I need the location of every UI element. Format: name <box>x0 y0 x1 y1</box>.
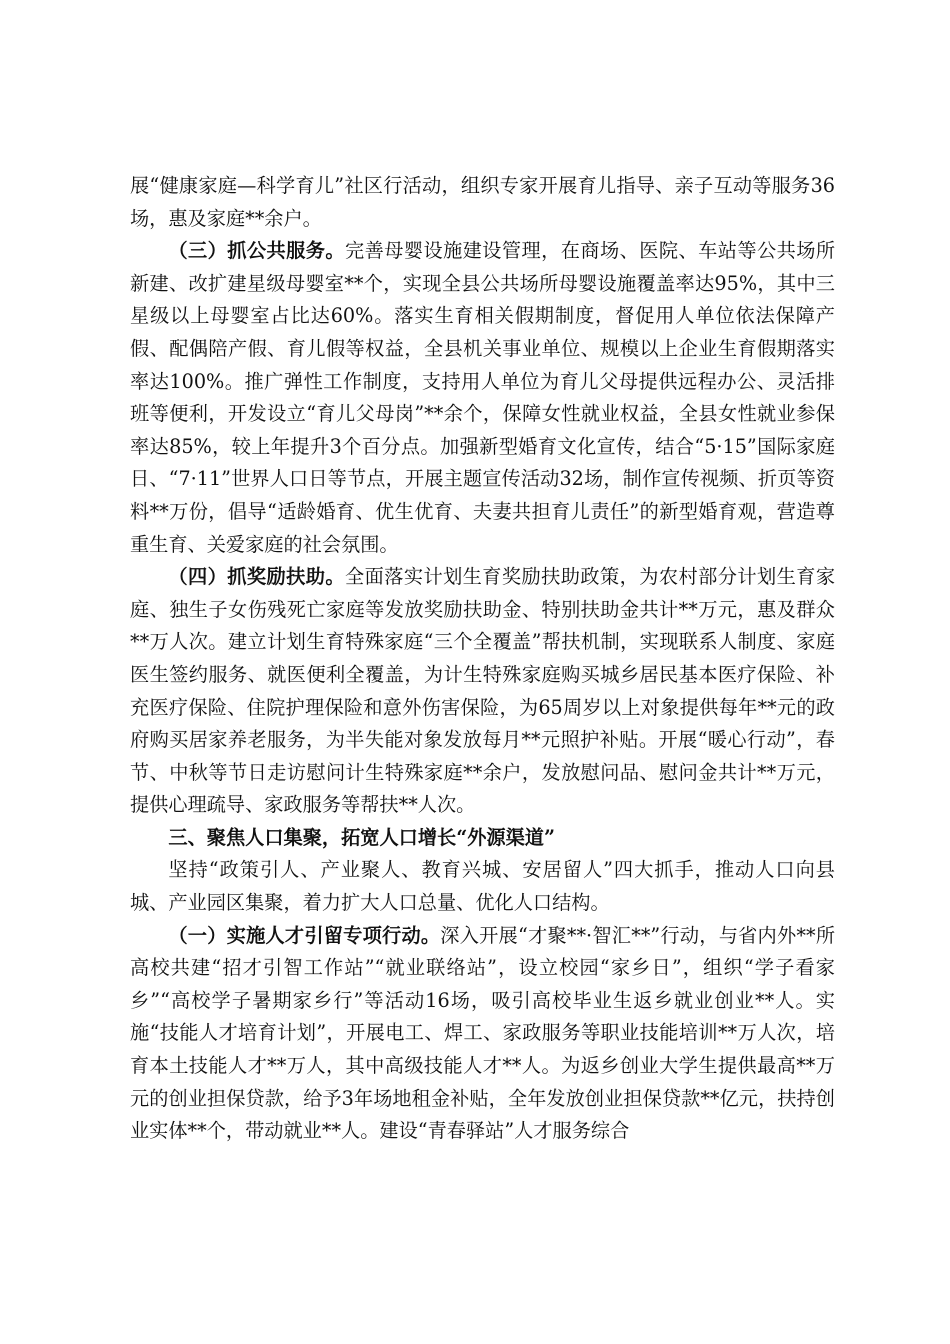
document-body <box>130 170 835 1148</box>
paragraph-5-text: 深入开展“才聚**·智汇**”行动，与省内外**所高校共建“招才引智工作站”“就业联络站”，设立校园“家乡日”，组织“学子看家乡”“高校学子暑期家乡行”等活动16场，吸引高校毕业生返乡就业创业**人。实施“技能人才培育计划”，开展电工、焊工、家政服务等职业技能培训**万人次，培育本土技能人才**万人，其中高级技能人才**人。为返乡创业大学生提供最高**万元的创业担保贷款，给予3年场地租金补贴，全年发放创业担保贷款**亿元，扶持创业实体**个，带动就业**人。建设“青春驿站”人才服务综合 <box>130 923 836 1143</box>
paragraph-1 <box>130 235 835 561</box>
paragraph-4 <box>130 854 835 919</box>
section-heading-text: 三、聚焦人口集聚，拓宽人口增长“外源渠道” <box>168 825 556 849</box>
paragraph-1-text: 完善母婴设施建设管理，在商场、医院、车站等公共场所新建、改扩建星级母婴室**个，实现全县公共场所母婴设施覆盖率达95%，其中三星级以上母婴室占比达60%。落实生育相关假期制度，督促用人单位依法保障产假、配偶陪产假、育儿假等权益，全县机关事业单位、规模以上企业生育假期落实率达100%。推广弹性工作制度，支持用人单位为育儿父母提供远程办公、灵活排班等便利，开发设立“育儿父母岗”**余个，保障女性就业权益，全县女性就业参保率达85%，较上年提升3个百分点。加强新型婚育文化宣传，结合“5·15”国际家庭日、“7·11”世界人口日等节点，开展主题宣传活动32场，制作宣传视频、折页等资料**万份，倡导“适龄婚育、优生优育、夫妻共担育儿责任”的新型婚育观，营造尊重生育、关爱家庭的社会氛围。 <box>130 239 836 556</box>
paragraph-1-heading: （三）抓公共服务。 <box>168 239 345 263</box>
paragraph-2 <box>130 561 835 822</box>
paragraph-4-text: 坚持“政策引人、产业聚人、教育兴城、安居留人”四大抓手，推动人口向县城、产业园区集聚，着力扩大人口总量、优化人口结构。 <box>130 858 835 915</box>
section-heading <box>130 822 835 855</box>
paragraph-5 <box>130 920 835 1148</box>
paragraph-0 <box>130 170 835 235</box>
paragraph-2-text: 全面落实计划生育奖励扶助政策，为农村部分计划生育家庭、独生子女伤残死亡家庭等发放奖励扶助金、特别扶助金共计**万元，惠及群众**万人次。建立计划生育特殊家庭“三个全覆盖”帮扶机制，实现联系人制度、家庭医生签约服务、就医便利全覆盖，为计生特殊家庭购买城乡居民基本医疗保险、补充医疗保险、住院护理保险和意外伤害保险，为65周岁以上对象提供每年**元的政府购买居家养老服务，为半失能对象发放每月**元照护补贴。开展“暖心行动”，春节、中秋等节日走访慰问计生特殊家庭**余户，发放慰问品、慰问金共计**万元，提供心理疏导、家政服务等帮扶**人次。 <box>130 565 836 817</box>
paragraph-5-heading: （一）实施人才引留专项行动。 <box>168 923 441 947</box>
paragraph-0-text: 展“健康家庭—科学育儿”社区行活动，组织专家开展育儿指导、亲子互动等服务36场，惠及家庭**余户。 <box>130 174 835 230</box>
paragraph-2-heading: （四）抓奖励扶助。 <box>168 565 345 589</box>
